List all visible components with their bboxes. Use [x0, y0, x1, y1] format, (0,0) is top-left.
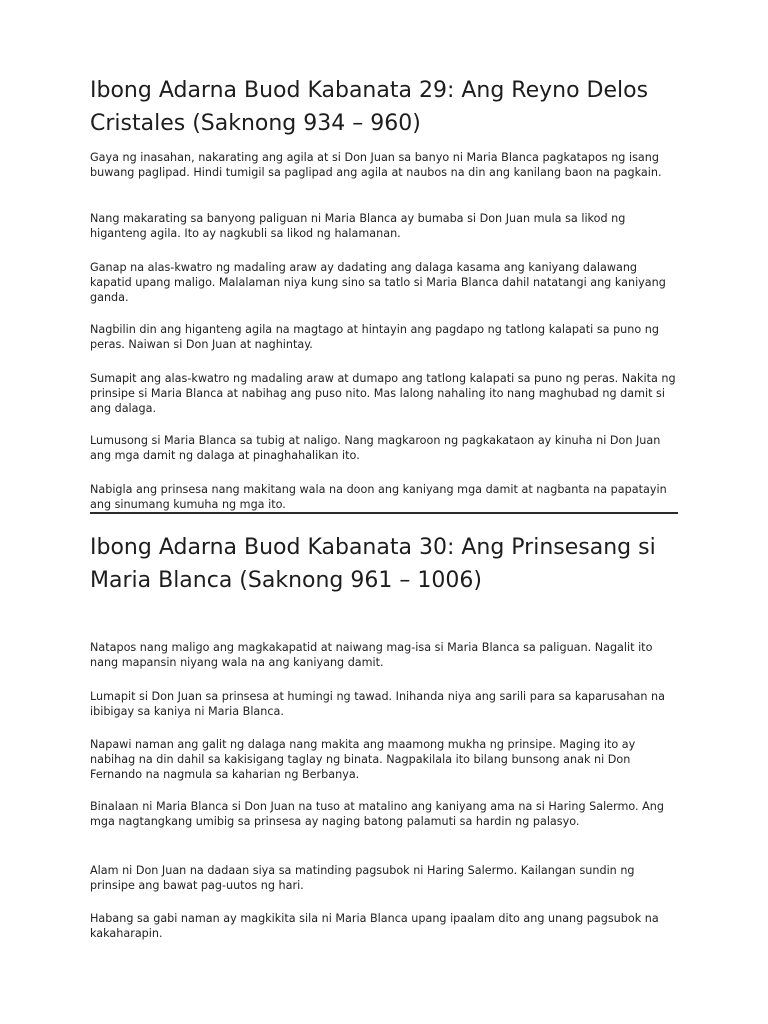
- paragraph: Nagbilin din ang higanteng agila na magtago at hintayin ang pagdapo ng tatlong kalapati sa puno ng peras. Naiwan si Don Juan at naghintay.: [90, 323, 659, 351]
- paragraph: Habang sa gabi naman ay magkikita sila ni Maria Blanca upang ipaalam dito ang unang pagsubok na kakaharapin.: [90, 912, 659, 940]
- chapter-29-title: Ibong Adarna Buod Kabanata 29: Ang Reyno Delos Cristales (Saknong 934 – 960): [90, 78, 649, 136]
- paragraph: Binalaan ni Maria Blanca si Don Juan na tuso at matalino ang kaniyang ama na si Haring Salermo. Ang mga nagtangkang umibig sa prinsesa ay naging batong palamuti sa hardin ng palasyo.: [90, 800, 664, 828]
- chapter-30-title: Ibong Adarna Buod Kabanata 30: Ang Prinsesang si Maria Blanca (Saknong 961 – 1006): [90, 535, 656, 593]
- paragraph: Ganap na alas-kwatro ng madaling araw ay dadating ang dalaga kasama ang kaniyang dalawang kapatid upang maligo. Malalaman niya kung sino sa tatlo si Maria Blanca dahil natatangi ang kaniyang ganda.: [90, 261, 666, 304]
- paragraph: Lumusong si Maria Blanca sa tubig at naligo. Nang magkaroon ng pagkakataon ay kinuha ni Don Juan ang mga damit ng dalaga at pinaghahalikan ito.: [90, 434, 661, 462]
- paragraph: Nabigla ang prinsesa nang makitang wala na doon ang kaniyang mga damit at nagbanta na papatayin ang sinumang kumuha ng mga ito.: [90, 483, 667, 511]
- paragraph: Natapos nang maligo ang magkakapatid at naiwang mag-isa si Maria Blanca sa paliguan. Nagalit ito nang mapansin niyang wala na ang kaniyang damit.: [90, 641, 653, 669]
- paragraph: Sumapit ang alas-kwatro ng madaling araw at dumapo ang tatlong kalapati sa puno ng peras. Nakita ng prinsipe si Maria Blanca at nabihag ang puso nito. Mas lalong nahaling ito nang maghubad ng damit si ang dalaga.: [90, 372, 676, 415]
- paragraph: Alam ni Don Juan na dadaan siya sa matinding pagsubok ni Haring Salermo. Kailangan sundin ng prinsipe ang bawat pag-uutos ng hari.: [90, 864, 635, 892]
- paragraph: Gaya ng inasahan, nakarating ang agila at si Don Juan sa banyo ni Maria Blanca pagkatapos ng isang buwang paglipad. Hindi tumigil sa paglipad ang agila at naubos na din ang kanilang baon na pagkain.: [90, 151, 662, 179]
- paragraph: Napawi naman ang galit ng dalaga nang makita ang maamong mukha ng prinsipe. Maging ito ay nabihag na din dahil sa kakisigang taglay ng binata. Nagpakilala ito bilang bunsong anak ni Don Fernando na nagmula sa kaharian ng Berbanya.: [90, 738, 636, 781]
- page-divider: [90, 512, 678, 514]
- paragraph: Nang makarating sa banyong paliguan ni Maria Blanca ay bumaba si Don Juan mula sa likod ng higanteng agila. Ito ay nagkubli sa likod ng halamanan.: [90, 212, 626, 240]
- paragraph: Lumapit si Don Juan sa prinsesa at humingi ng tawad. Inihanda niya ang sarili para sa kaparusahan na ibibigay sa kaniya ni Maria Blanca.: [90, 690, 665, 718]
